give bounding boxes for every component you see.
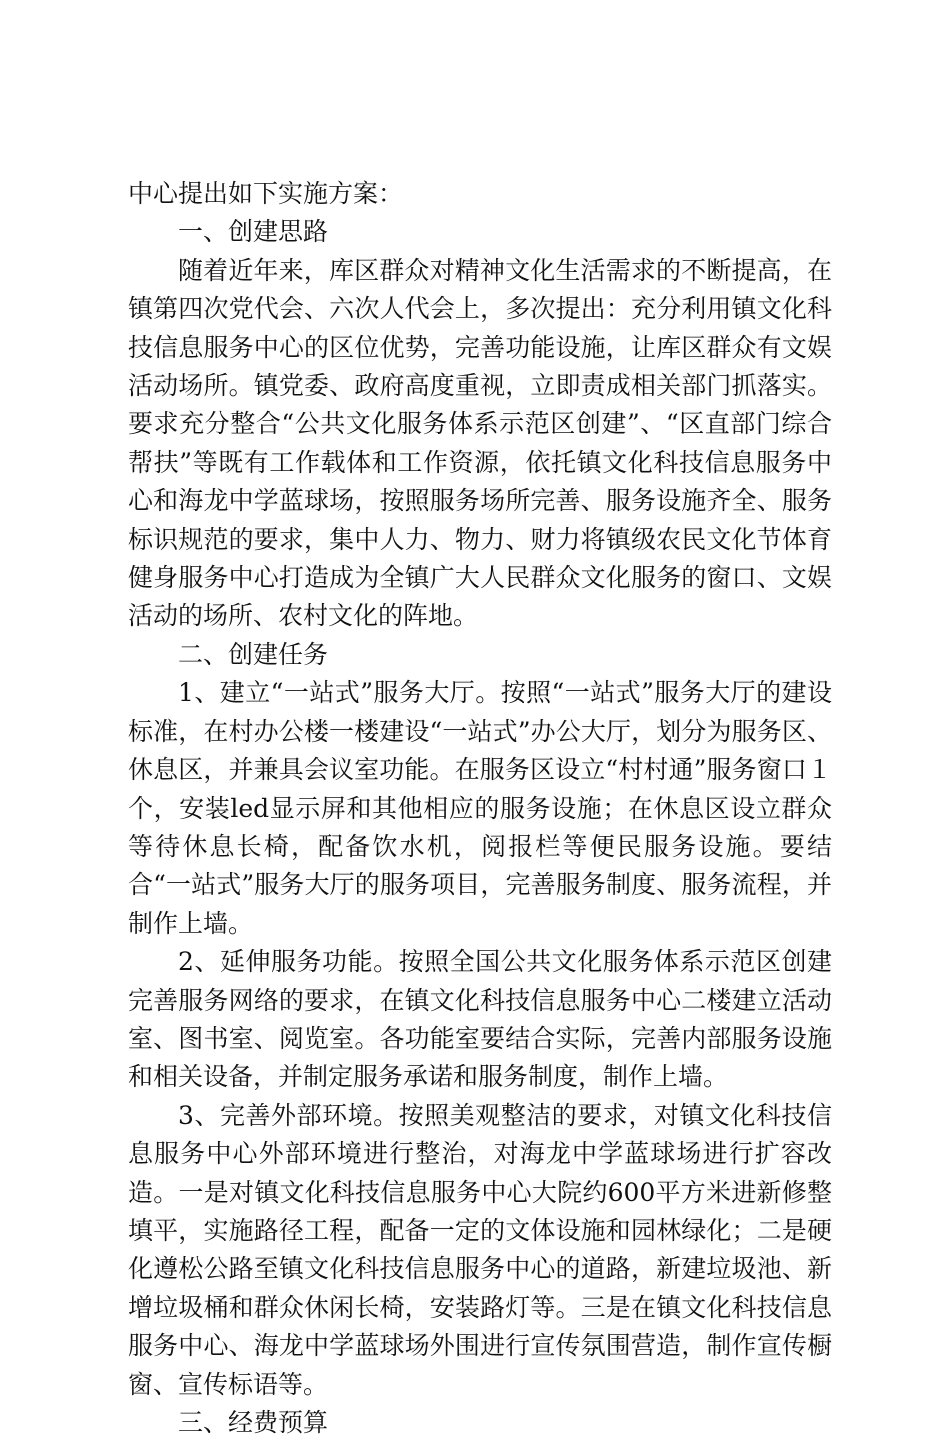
section-heading-budget: 三、经费预算 bbox=[178, 1408, 329, 1437]
section-heading-tasks: 二、创建任务 bbox=[178, 639, 329, 669]
section-heading-ideas: 一、创建思路 bbox=[178, 217, 329, 247]
lead-line: 中心提出如下实施方案： bbox=[128, 179, 404, 208]
task-two-paragraph: 2、延伸服务功能。按照全国公共文化服务体系示范区创建完善服务网络的要求，在镇文化科技信息服务中心二楼建立活动室、图书室、阅览室。各功能室要结合实际，完善内部服务设施和相关设备，并制定服务承诺和服务制度，制作上墙。 bbox=[128, 947, 832, 1092]
section-ideas-paragraph: 随着近年来，库区群众对精神文化生活需求的不断提高，在镇第四次党代会、六次人代会上，多次提出：充分利用镇文化科技信息服务中心的区位优势，完善功能设施，让库区群众有文娱活动场所。镇党委、政府高度重视，立即责成相关部门抓落实。要求充分整合“公共文化服务体系示范区创建”、“区直部门综合帮扶”等既有工作载体和工作资源，依托镇文化科技信息服务中心和海龙中学蓝球场，按照服务场所完善、服务设施齐全、服务标识规范的要求，集中人力、物力、财力将镇级农民文化节体育健身服务中心打造成为全镇广大人民群众文化服务的窗口、文娱活动的场所、农村文化的阵地。 bbox=[128, 255, 832, 631]
task-three-paragraph: 3、完善外部环境。按照美观整洁的要求，对镇文化科技信息服务中心外部环境进行整治，对海龙中学蓝球场进行扩容改造。一是对镇文化科技信息服务中心大院约600平方米进新修整填平，实施路径工程，配备一定的文体设施和园林绿化；二是硬化遵松公路至镇文化科技信息服务中心的道路，新建垃圾池、新增垃圾桶和群众休闲长椅，安装路灯等。三是在镇文化科技信息服务中心、海龙中学蓝球场外围进行宣传氛围营造，制作宣传橱窗、宣传标语等。 bbox=[128, 1100, 832, 1399]
task-one-paragraph: 1、建立“一站式”服务大厅。按照“一站式”服务大厅的建设标准，在村办公楼一楼建设“一站式”办公大厅，划分为服务区、休息区，并兼具会议室功能。在服务区设立“村村通”服务窗口１个，安装led显示屏和其他相应的服务设施；在休息区设立群众等待休息长椅，配备饮水机，阅报栏等便民服务设施。要结合“一站式”服务大厅的服务项目，完善服务制度、服务流程，并制作上墙。 bbox=[128, 678, 832, 938]
document-body bbox=[128, 175, 832, 1442]
